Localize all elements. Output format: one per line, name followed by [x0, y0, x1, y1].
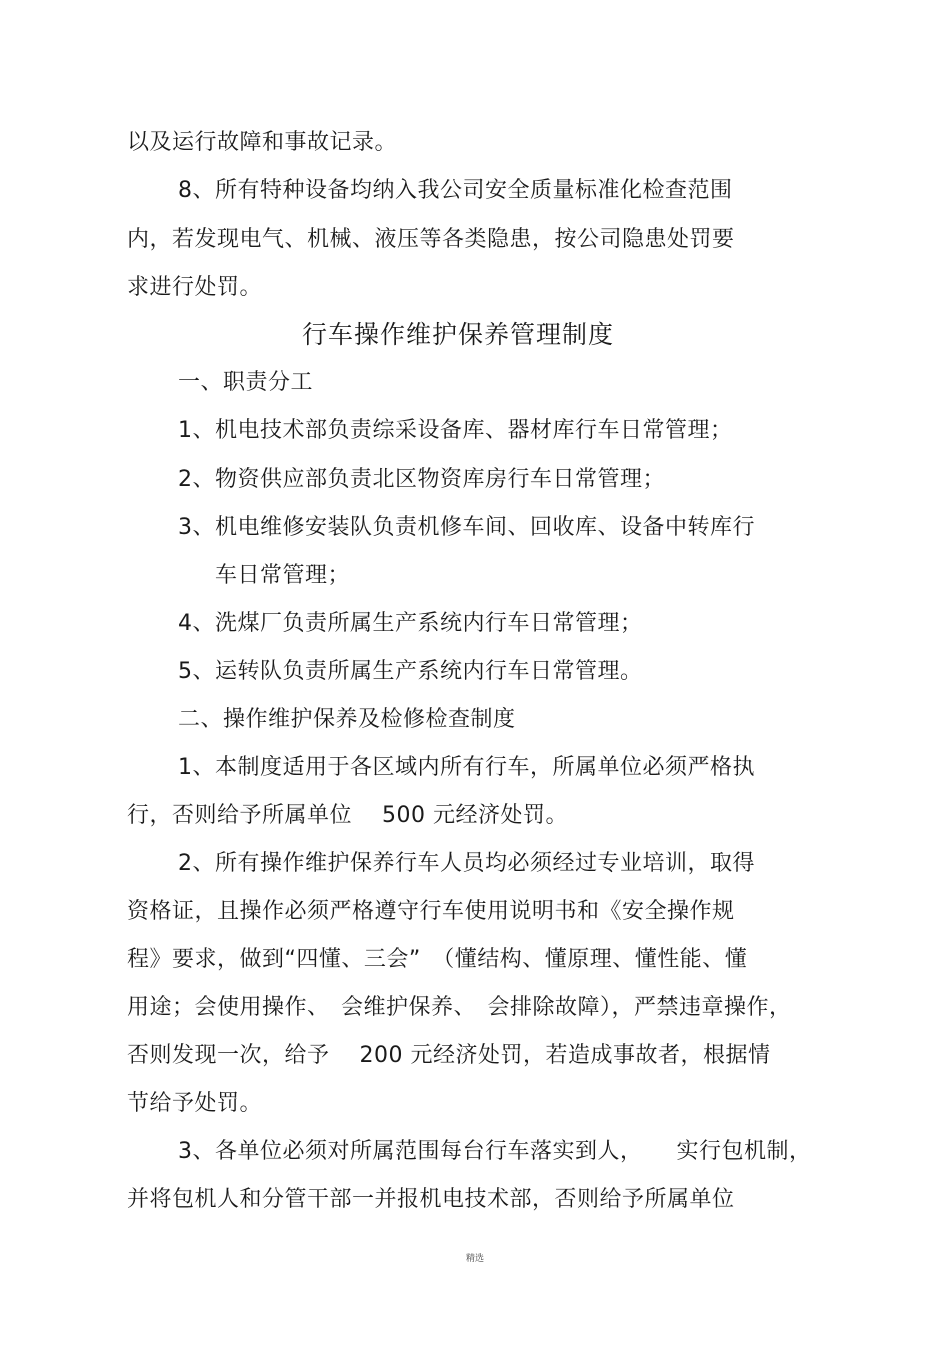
section-heading: 二、操作维护保养及检修检查制度: [178, 707, 516, 732]
page-title: 行车操作维护保养管理制度: [302, 320, 615, 349]
paragraph-line: 3、各单位必须对所属范围每台行车落实到人， 实行包机制，: [178, 1139, 812, 1164]
paragraph-line: 以及运行故障和事故记录。: [127, 130, 398, 155]
paragraph-line: 否则发现一次，给予 200 元经济处罚，若造成事故者，根据情: [127, 1043, 771, 1068]
section-heading: 一、职责分工: [178, 370, 314, 395]
paragraph-line: 1、本制度适用于各区域内所有行车，所属单位必须严格执: [178, 755, 755, 780]
list-item: 1、机电技术部负责综采设备库、器材库行车日常管理；: [178, 418, 733, 443]
list-item: 5、运转队负责所属生产系统内行车日常管理。: [178, 659, 643, 684]
list-item: 3、机电维修安装队负责机修车间、回收库、设备中转库行: [178, 515, 755, 540]
paragraph-line: 2、所有操作维护保养行车人员均必须经过专业培训，取得: [178, 851, 755, 876]
paragraph-line: 程》要求，做到“四懂、三会” （懂结构、懂原理、懂性能、懂: [127, 947, 748, 972]
page-footer: 精选: [466, 1254, 485, 1264]
list-item: 2、物资供应部负责北区物资库房行车日常管理；: [178, 467, 665, 492]
paragraph-line: 节给予处罚。: [127, 1091, 263, 1116]
list-item: 4、洗煤厂负责所属生产系统内行车日常管理；: [178, 611, 643, 636]
paragraph-line: 并将包机人和分管干部一并报机电技术部，否则给予所属单位: [127, 1187, 735, 1212]
paragraph-line: 用途；会使用操作、 会维护保养、 会排除故障），严禁违章操作，: [127, 995, 792, 1020]
paragraph-line: 行，否则给予所属单位 500 元经济处罚。: [127, 803, 568, 828]
paragraph-line: 求进行处罚。: [127, 275, 263, 300]
paragraph-line: 内，若发现电气、机械、液压等各类隐患，按公司隐患处罚要: [127, 227, 735, 252]
list-item-continuation: 车日常管理；: [215, 563, 351, 588]
paragraph-line: 资格证，且操作必须严格遵守行车使用说明书和《安全操作规: [127, 899, 735, 924]
paragraph-line: 8、所有特种设备均纳入我公司安全质量标准化检查范围: [178, 178, 733, 203]
